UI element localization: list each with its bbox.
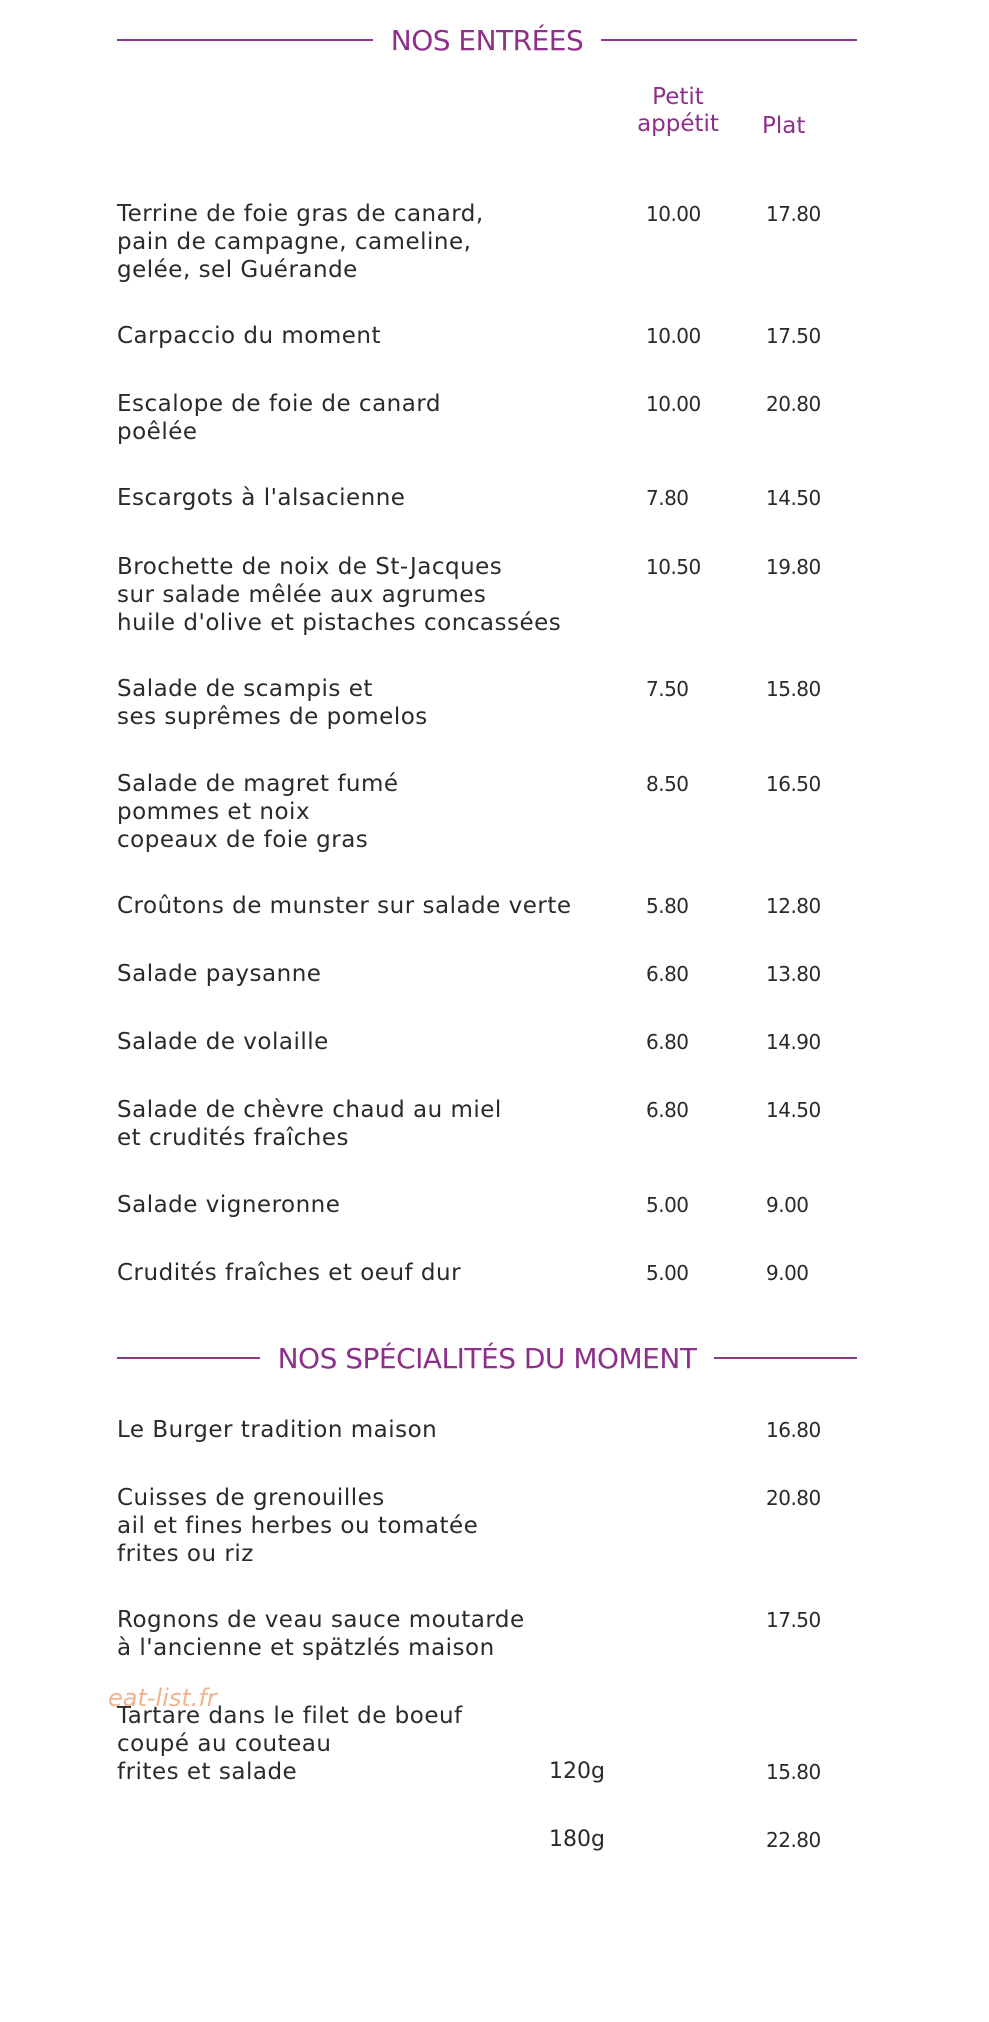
dish-name: Salade de magret fumé pommes et noix copeaux de foie gras: [117, 771, 399, 853]
dish-name: Carpaccio du moment: [117, 323, 381, 349]
price-plat: 14.50: [766, 486, 821, 510]
price-plat: 14.50: [766, 1098, 821, 1122]
price-plat: 9.00: [766, 1261, 809, 1285]
price-petit: 7.80: [646, 486, 689, 510]
dish-name: Brochette de noix de St-Jacques sur salade mêlée aux agrumes huile d'olive et pistaches concassées: [117, 554, 562, 636]
price-plat: 20.80: [766, 1486, 821, 1510]
section-header-entrees: [117, 20, 857, 60]
dish-name: Croûtons de munster sur salade verte: [117, 893, 572, 919]
price-plat: 16.50: [766, 772, 821, 796]
dish-name: Crudités fraîches et oeuf dur: [117, 1260, 462, 1286]
price-plat: 16.80: [766, 1418, 821, 1442]
dish-name: Salade de scampis et ses suprêmes de pomelos: [117, 676, 428, 730]
price-petit: 7.50: [646, 677, 689, 701]
price-petit: 5.00: [646, 1193, 689, 1217]
price-plat: 13.80: [766, 962, 821, 986]
dish-name: Escalope de foie de canard poêlée: [117, 391, 441, 445]
price-petit: 6.80: [646, 1098, 689, 1122]
price-petit: 5.00: [646, 1261, 689, 1285]
dish-name: Salade de volaille: [117, 1029, 329, 1055]
dish-name: Cuisses de grenouilles ail et fines herbes ou tomatée frites ou riz: [117, 1485, 479, 1567]
price-petit: 8.50: [646, 772, 689, 796]
price-petit: 10.00: [646, 202, 701, 226]
section-title-entrees: NOS ENTRÉES: [390, 23, 584, 57]
price-plat: 22.80: [766, 1828, 821, 1852]
price-plat: 14.90: [766, 1030, 821, 1054]
column-header-petit-appetit: Petit appétit: [637, 84, 719, 137]
divider-line: [714, 1357, 857, 1359]
dish-name: Salade de chèvre chaud au miel et crudités fraîches: [117, 1097, 502, 1151]
price-plat: 17.50: [766, 1608, 821, 1632]
dish-name: Tartare dans le filet de boeuf coupé au couteau frites et salade: [117, 1703, 463, 1785]
price-plat: 19.80: [766, 555, 821, 579]
section-title-specialites: NOS SPÉCIALITÉS DU MOMENT: [277, 1341, 697, 1375]
portion-weight: 180g: [549, 1827, 605, 1852]
dish-name: Escargots à l'alsacienne: [117, 485, 406, 511]
price-petit: 6.80: [646, 1030, 689, 1054]
price-petit: 6.80: [646, 962, 689, 986]
dish-name: Terrine de foie gras de canard, pain de campagne, cameline, gelée, sel Guérande: [117, 201, 484, 283]
section-header-specialites: [117, 1338, 857, 1378]
dish-name: Salade vigneronne: [117, 1192, 341, 1218]
price-plat: 9.00: [766, 1193, 809, 1217]
price-plat: 12.80: [766, 894, 821, 918]
price-petit: 10.00: [646, 324, 701, 348]
price-petit: 10.00: [646, 392, 701, 416]
price-petit: 10.50: [646, 555, 701, 579]
price-petit: 5.80: [646, 894, 689, 918]
price-plat: 15.80: [766, 1760, 821, 1784]
price-plat: 15.80: [766, 677, 821, 701]
divider-line: [117, 39, 373, 41]
divider-line: [117, 1357, 260, 1359]
price-plat: 17.50: [766, 324, 821, 348]
price-plat: 17.80: [766, 202, 821, 226]
dish-name: Rognons de veau sauce moutarde à l'ancienne et spätzlés maison: [117, 1607, 525, 1661]
watermark: eat-list.fr: [108, 1684, 217, 1712]
dish-name: Le Burger tradition maison: [117, 1417, 438, 1443]
divider-line: [601, 39, 857, 41]
price-plat: 20.80: [766, 392, 821, 416]
portion-weight: 120g: [549, 1759, 605, 1784]
dish-name: Salade paysanne: [117, 961, 322, 987]
column-header-plat: Plat: [762, 113, 806, 139]
